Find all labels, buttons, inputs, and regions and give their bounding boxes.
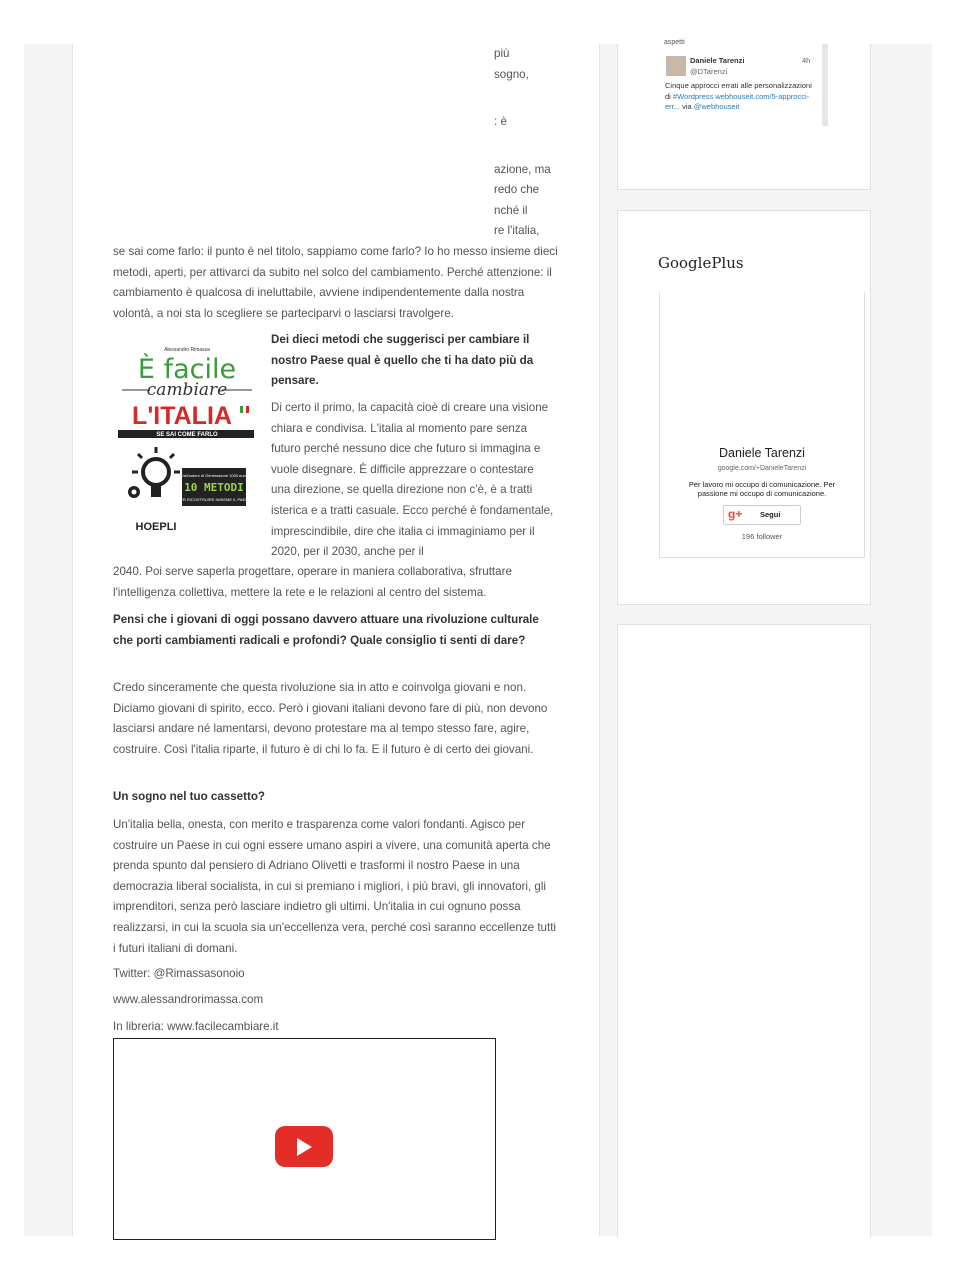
answer-3: [113, 815, 558, 959]
book-author: Alessandro Rimassa: [164, 347, 210, 353]
gplus-profile-url[interactable]: google.com/+DanieleTarenzi: [717, 465, 807, 472]
fragment: più: [494, 47, 510, 60]
video-embed[interactable]: [113, 1038, 496, 1240]
fragment: nché il: [494, 204, 528, 217]
fragment: azione, ma: [494, 163, 551, 176]
answer-1-rest-text: 2040. Poi serve saperla progettare, operare in maniera collaborativa, sfruttare l'intelligenza collettiva, mettere la rete e le relazioni al centro del sistema.: [113, 565, 512, 599]
play-icon: [297, 1138, 312, 1156]
tweet-time: 4h: [802, 56, 811, 65]
tweet-hashtag[interactable]: #Wordpress: [672, 91, 714, 101]
answer-3-text: Un'italia bella, onesta, con merito e trasparenza come valori fondanti. Agisco per costruire un Paese in cui ogni essere umano aspiri a vivere, una comunità aperta che prenda spunto dal pensiero di Adriano Olivetti e trasformi il nostro Paese in una democrazia liberal socialista, in cui si premiano i migliori, i più bravi, gli innovatori, gli imprenditori, senza però lasciare indietro gli ultimi. Un'italia in cui ognuno possa realizzarsi, in cui la scuola sia un'eccellenza vera, perché così saranno eccellenze tutti i futuri italiani di domani.: [113, 818, 557, 955]
website-line: [113, 990, 558, 1011]
book-methods-title: 10 METODI: [184, 481, 244, 494]
tweet-body: [665, 81, 815, 113]
question-1-text: Dei dieci metodi che suggerisci per cambiare il nostro Paese qual è quello che ti ha dato più da pensare.: [271, 333, 534, 388]
twitter-line: [113, 964, 558, 985]
tweet[interactable]: [658, 39, 828, 126]
fragment: re l'italia,: [494, 224, 540, 237]
book-title-line2: cambiare: [146, 380, 228, 400]
website-text: www.alessandrorimassa.com: [113, 993, 264, 1006]
question-3: [113, 787, 558, 808]
youtube-play-button[interactable]: [275, 1126, 333, 1167]
tweet-mention[interactable]: @webhouseit: [693, 102, 740, 111]
gplus-bio: Per lavoro mi occupo di comunicazione. Per passione mi occupo di comunicazione.: [688, 480, 836, 498]
intro-paragraph: [113, 242, 558, 324]
gplus-profile-name[interactable]: Daniele Tarenzi: [719, 446, 805, 460]
googleplus-card: [659, 292, 865, 558]
tweet-via: via: [680, 102, 694, 111]
book-subtitle: SE SAI COME FARLO: [156, 432, 218, 438]
tweet-author-name: Daniele Tarenzi: [690, 56, 745, 65]
book-title-line3: L'ITALIA: [132, 402, 232, 430]
fragment: sogno,: [494, 68, 529, 81]
fragment: : è: [494, 115, 507, 128]
gplus-follow-label: Segui: [760, 510, 781, 519]
book-cover-image: [116, 344, 258, 540]
fragment: redo che: [494, 183, 540, 196]
answer-1-wrap-text: Di certo il primo, la capacità cioè di creare una visione chiara e condivisa. L'italia al momento pare senza futuro perché nessuno dice che futuro si immagina e vuole disegnare. È difficile apprezzare o contestare una direzione, se quella direzione non c'è, è a tratti isterica e a tratti casuale. Ecco perché è fondamentale, imprescindibile, dire che italia ci immaginiamo per il 2020, per il 2030, anche per il: [271, 401, 554, 559]
gplus-follow-button[interactable]: [723, 505, 801, 525]
tweet-top-text: aspetti: [664, 39, 685, 46]
googleplus-heading: GooglePlus: [658, 254, 744, 272]
question-2-text: Pensi che i giovani di oggi possano davvero attuare una rivoluzione culturale che porti cambiamenti radicali e profondi? Quale consiglio ti senti di dare?: [113, 613, 539, 647]
tweet-text: Cinque approcci errati alle personalizzazioni di: [665, 81, 812, 101]
intro-text: se sai come farlo: il punto è nel titolo, sappiamo come farlo? Io ho messo insieme dieci metodi, aperti, per attivarci da subito nel solco del cambiamento. Perché attenzione: il cambiamento è qualcosa di ineluttabile, avviene indipendentemente dalla nostra volontà, a noi sta lo scegliere se parteciparvi o lasciarsi travolgere.: [113, 245, 558, 320]
sidebar-widget-empty: [617, 624, 871, 1237]
answer-2-text: Credo sinceramente che questa rivoluzione sia in atto e coinvolga giovani e non. Diciamo giovani di spirito, ecco. Però i giovani italiani devono fare di più, non devono lasciarsi andare né lamentarsi, devono protestare ma al tempo stesso fare, agire, costruire. Così l'italia riparte, il futuro è di chi lo fa. E il futuro è di certo dei giovani.: [113, 681, 548, 756]
question-2: [113, 610, 558, 651]
twitter-text: Twitter: @Rimassasonoio: [113, 967, 245, 980]
tweet-handle: @DTarenzi: [690, 67, 728, 76]
avatar: [666, 56, 686, 76]
book-publisher: HOEPLI: [135, 521, 177, 533]
gplus-followers: 196 follower: [741, 532, 783, 541]
book-methods-tagline: Dall'autore di Generazione 1000 euro: [180, 473, 248, 478]
answer-1-wrap: [271, 398, 556, 563]
book-title-line1: È facile: [137, 354, 237, 385]
answer-2: [113, 678, 558, 760]
bookstore-line: [113, 1017, 558, 1038]
answer-1-rest: [113, 562, 558, 603]
gplus-icon: g+: [728, 507, 743, 521]
bookstore-text: In libreria: www.facilecambiare.it: [113, 1020, 279, 1033]
tweet-link[interactable]: webhouseit.com/5-approcci-err...: [665, 91, 810, 111]
question-3-text: Un sogno nel tuo cassetto?: [113, 790, 266, 803]
gear-icon: [128, 486, 140, 498]
tweet-scrollbar[interactable]: [822, 44, 828, 126]
question-1: [271, 330, 556, 392]
book-methods-subtitle: PER RICOSTRUIRE INSIEME IL PAESE: [177, 497, 251, 502]
